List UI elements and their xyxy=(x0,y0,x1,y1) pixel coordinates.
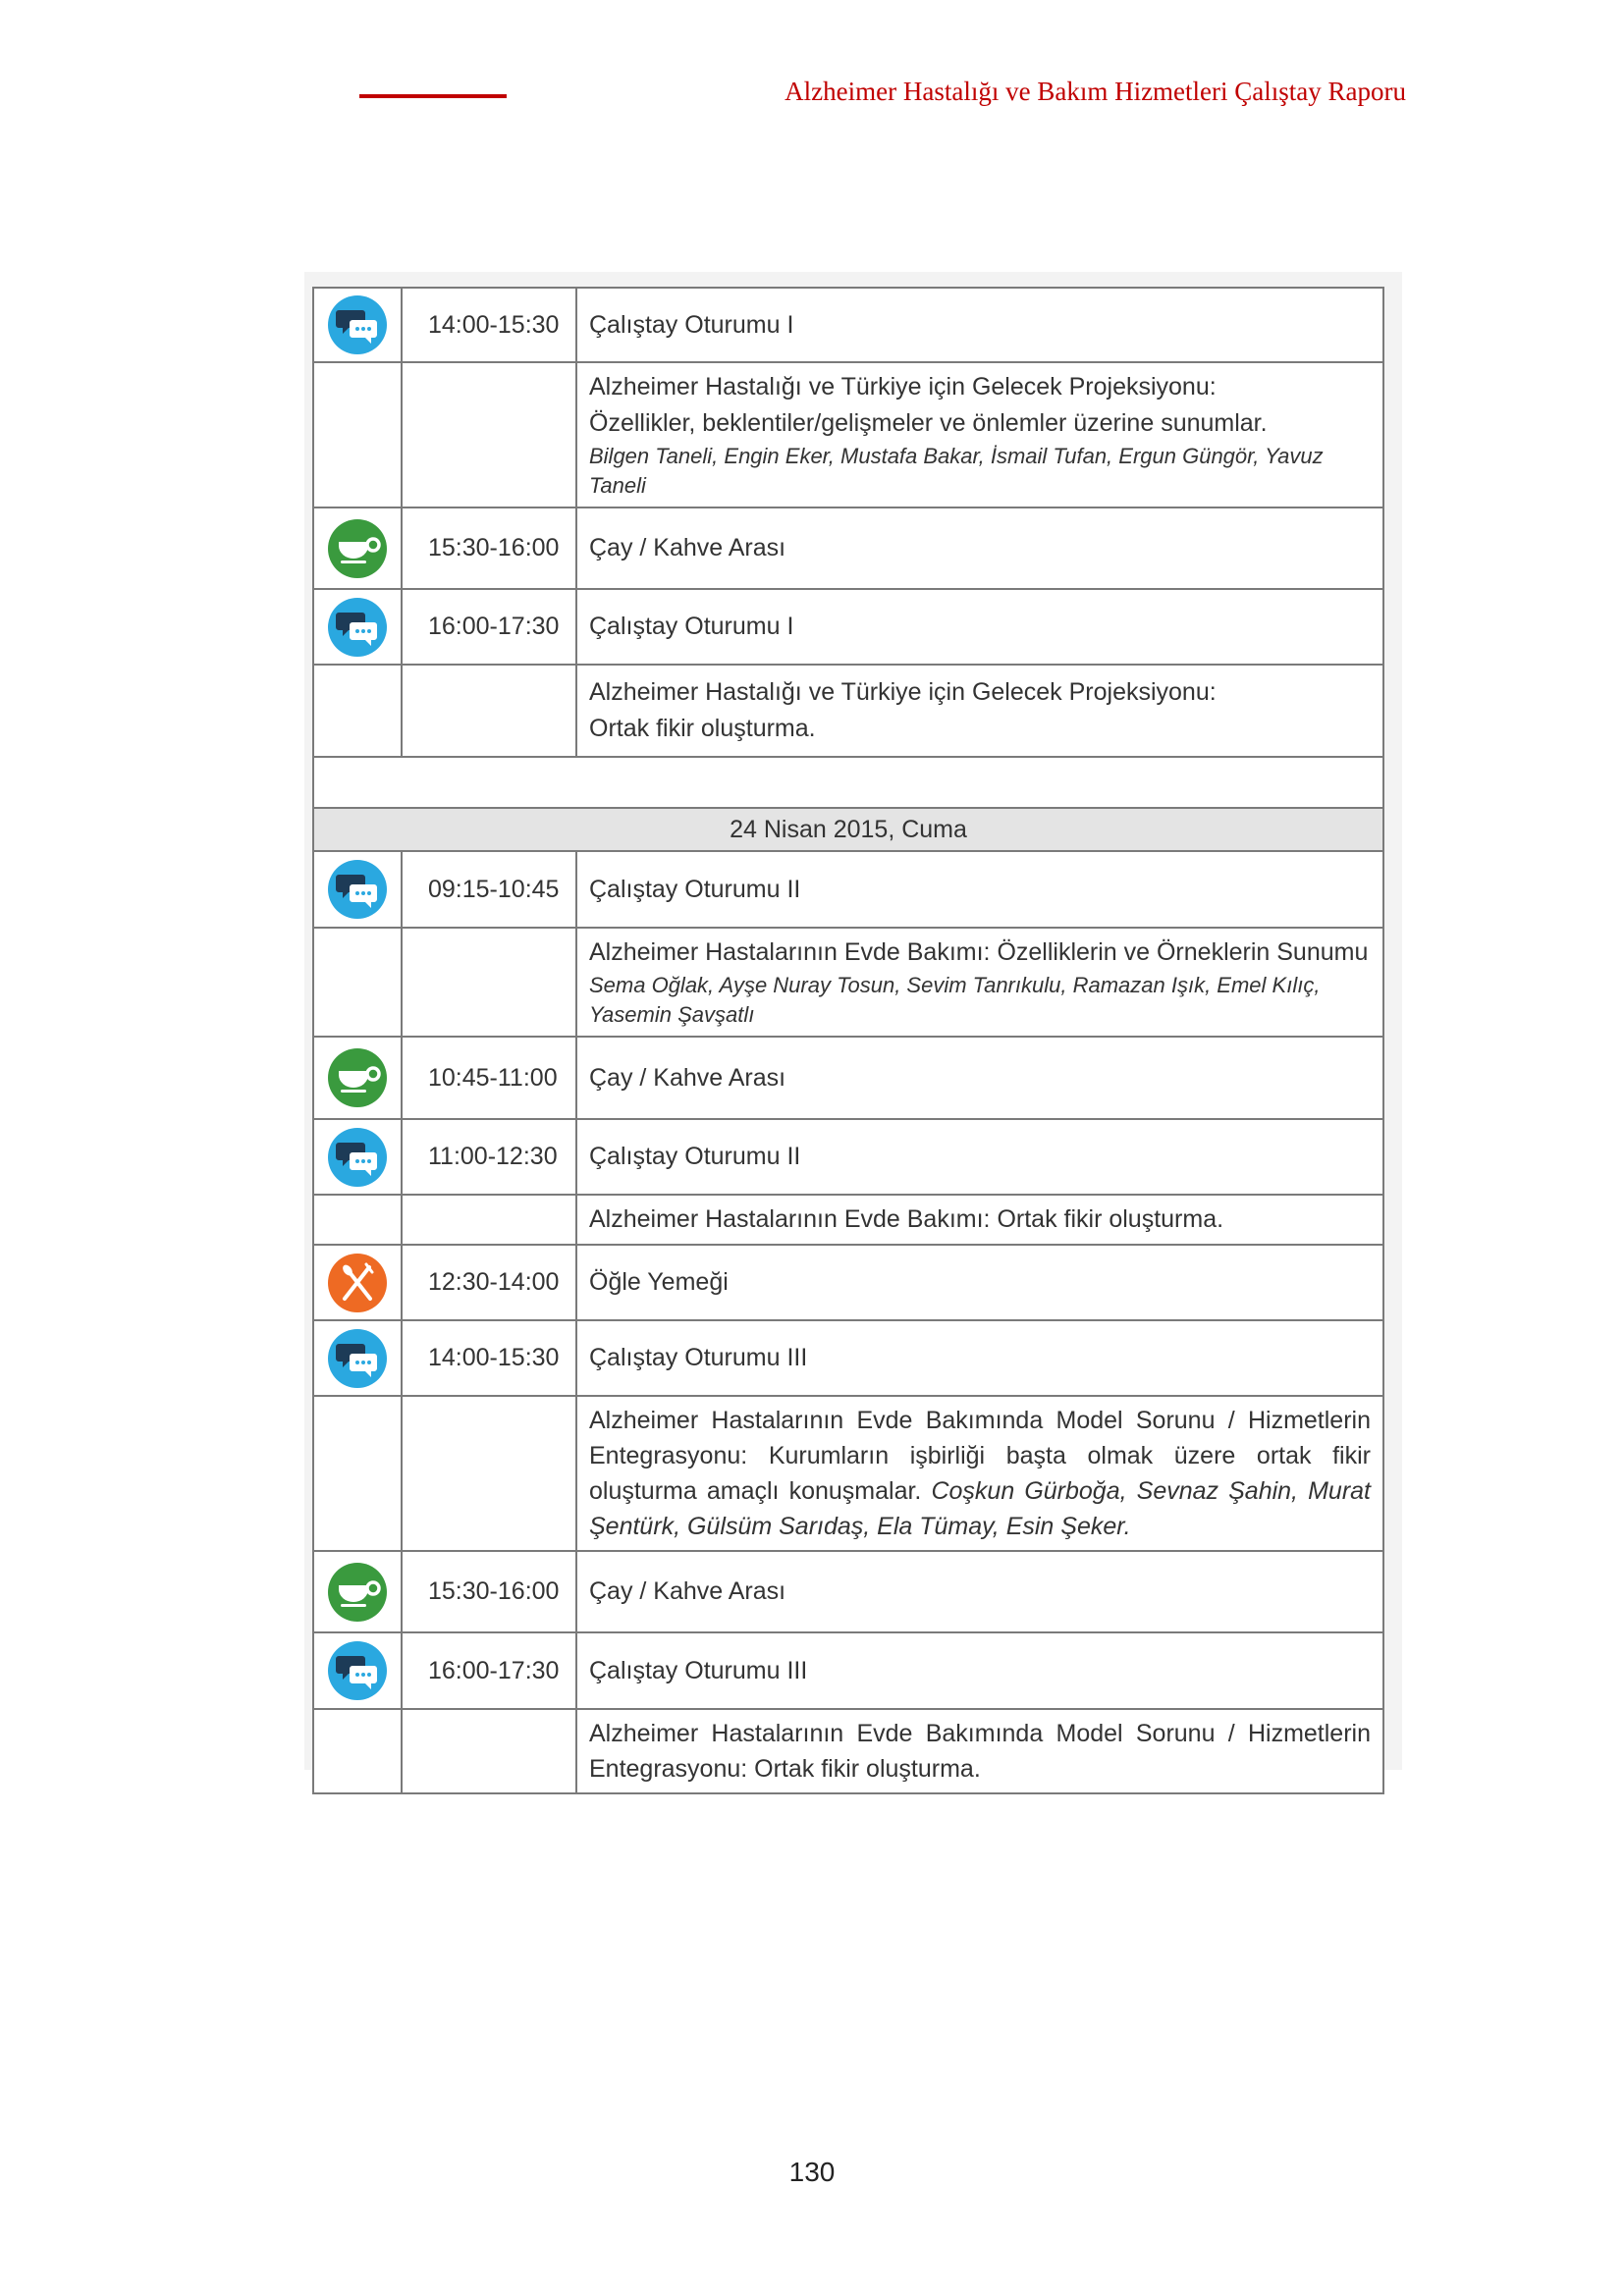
icon-cell xyxy=(313,1119,402,1195)
table-row xyxy=(313,928,1383,1037)
page-number: 130 xyxy=(788,2157,836,2187)
table-row xyxy=(313,1245,1383,1320)
session-label: Çay / Kahve Arası xyxy=(576,1551,1383,1632)
spacer-row xyxy=(313,757,1383,808)
table-row xyxy=(313,507,1383,589)
session-detail xyxy=(576,928,1383,1037)
session-label: Çay / Kahve Arası xyxy=(576,507,1383,589)
chat-bubbles-icon xyxy=(327,1640,388,1701)
coffee-cup-icon xyxy=(327,1562,388,1623)
table-row xyxy=(313,288,1383,362)
icon-cell xyxy=(313,1037,402,1119)
time-cell: 15:30-16:00 xyxy=(402,507,576,589)
header-rule xyxy=(359,94,507,98)
table-row xyxy=(313,1320,1383,1396)
chat-bubbles-icon xyxy=(327,597,388,658)
chat-bubbles-icon xyxy=(327,859,388,920)
session-label: Çalıştay Oturumu III xyxy=(576,1320,1383,1396)
table-row xyxy=(313,1396,1383,1551)
time-cell: 14:00-15:30 xyxy=(402,1320,576,1396)
table-row xyxy=(313,1037,1383,1119)
fork-knife-icon xyxy=(327,1253,388,1313)
table-row xyxy=(313,808,1383,851)
time-cell: 09:15-10:45 xyxy=(402,851,576,928)
session-detail: Alzheimer Hastalarının Evde Bakımında Model Sorunu / Hizmetlerin Entegrasyonu: Ortak fikir oluşturma. xyxy=(576,1709,1383,1793)
authors: Bilgen Taneli, Engin Eker, Mustafa Bakar, İsmail Tufan, Ergun Güngör, Yavuz Taneli xyxy=(589,444,1324,498)
session-label: Çalıştay Oturumu I xyxy=(576,288,1383,362)
table-row xyxy=(313,589,1383,665)
session-detail: Alzheimer Hastalarının Evde Bakımı: Ortak fikir oluşturma. xyxy=(576,1195,1383,1245)
authors: Coşkun Gürboğa, Sevnaz Şahin, Murat Şentürk, Gülsüm Sarıdaş, Ela Tümay, Esin Şeker. xyxy=(589,1477,1371,1540)
icon-cell xyxy=(313,288,402,362)
chat-bubbles-icon xyxy=(327,294,388,355)
session-label: Çalıştay Oturumu II xyxy=(576,851,1383,928)
table-row xyxy=(313,1709,1383,1793)
session-label: Öğle Yemeği xyxy=(576,1245,1383,1320)
authors: Sema Oğlak, Ayşe Nuray Tosun, Sevim Tanrıkulu, Ramazan Işık, Emel Kılıç, Yasemin Şavşatlı xyxy=(589,973,1321,1027)
coffee-cup-icon xyxy=(327,518,388,579)
time-cell: 15:30-16:00 xyxy=(402,1551,576,1632)
session-label: Çay / Kahve Arası xyxy=(576,1037,1383,1119)
table-row xyxy=(313,362,1383,507)
detail-line: Alzheimer Hastalarının Evde Bakımı: Özelliklerin ve Örneklerin Sunumu xyxy=(589,938,1369,966)
icon-cell xyxy=(313,1632,402,1709)
time-cell: 16:00-17:30 xyxy=(402,1632,576,1709)
time-cell: 12:30-14:00 xyxy=(402,1245,576,1320)
session-label: Çalıştay Oturumu I xyxy=(576,589,1383,665)
detail-text: Alzheimer Hastalarının Evde Bakımında Model Sorunu / Hizmetlerin Entegrasyonu: Kurumların işbirliği başta olmak üzere ortak fikir oluşturma amaçlı konuşmalar. xyxy=(589,1407,1371,1505)
table-row xyxy=(313,1632,1383,1709)
table-row xyxy=(313,1119,1383,1195)
chat-bubbles-icon xyxy=(327,1328,388,1389)
chat-bubbles-icon xyxy=(327,1127,388,1188)
time-cell: 16:00-17:30 xyxy=(402,589,576,665)
time-cell: 10:45-11:00 xyxy=(402,1037,576,1119)
detail-line: Özellikler, beklentiler/gelişmeler ve önlemler üzerine sunumlar. xyxy=(589,409,1268,437)
session-label: Çalıştay Oturumu II xyxy=(576,1119,1383,1195)
time-cell: 14:00-15:30 xyxy=(402,288,576,362)
icon-cell xyxy=(313,589,402,665)
icon-cell xyxy=(313,1551,402,1632)
time-cell: 11:00-12:30 xyxy=(402,1119,576,1195)
page-header-title: Alzheimer Hastalığı ve Bakım Hizmetleri Çalıştay Raporu xyxy=(785,77,1406,106)
icon-cell xyxy=(313,507,402,589)
table-row xyxy=(313,757,1383,808)
session-label: Çalıştay Oturumu III xyxy=(576,1632,1383,1709)
detail-line: Ortak fikir oluşturma. xyxy=(589,715,816,742)
detail-line: Alzheimer Hastalığı ve Türkiye için Gelecek Projeksiyonu: xyxy=(589,373,1217,400)
icon-cell xyxy=(313,851,402,928)
day-heading: 24 Nisan 2015, Cuma xyxy=(313,808,1383,851)
session-detail xyxy=(576,665,1383,757)
coffee-cup-icon xyxy=(327,1047,388,1108)
table-row xyxy=(313,1195,1383,1245)
table-row xyxy=(313,665,1383,757)
table-row xyxy=(313,1551,1383,1632)
detail-line: Alzheimer Hastalığı ve Türkiye için Gelecek Projeksiyonu: xyxy=(589,678,1217,706)
icon-cell xyxy=(313,1320,402,1396)
icon-cell xyxy=(313,1245,402,1320)
schedule-table xyxy=(312,287,1384,1794)
session-detail xyxy=(576,362,1383,507)
table-row xyxy=(313,851,1383,928)
session-detail xyxy=(576,1396,1383,1551)
